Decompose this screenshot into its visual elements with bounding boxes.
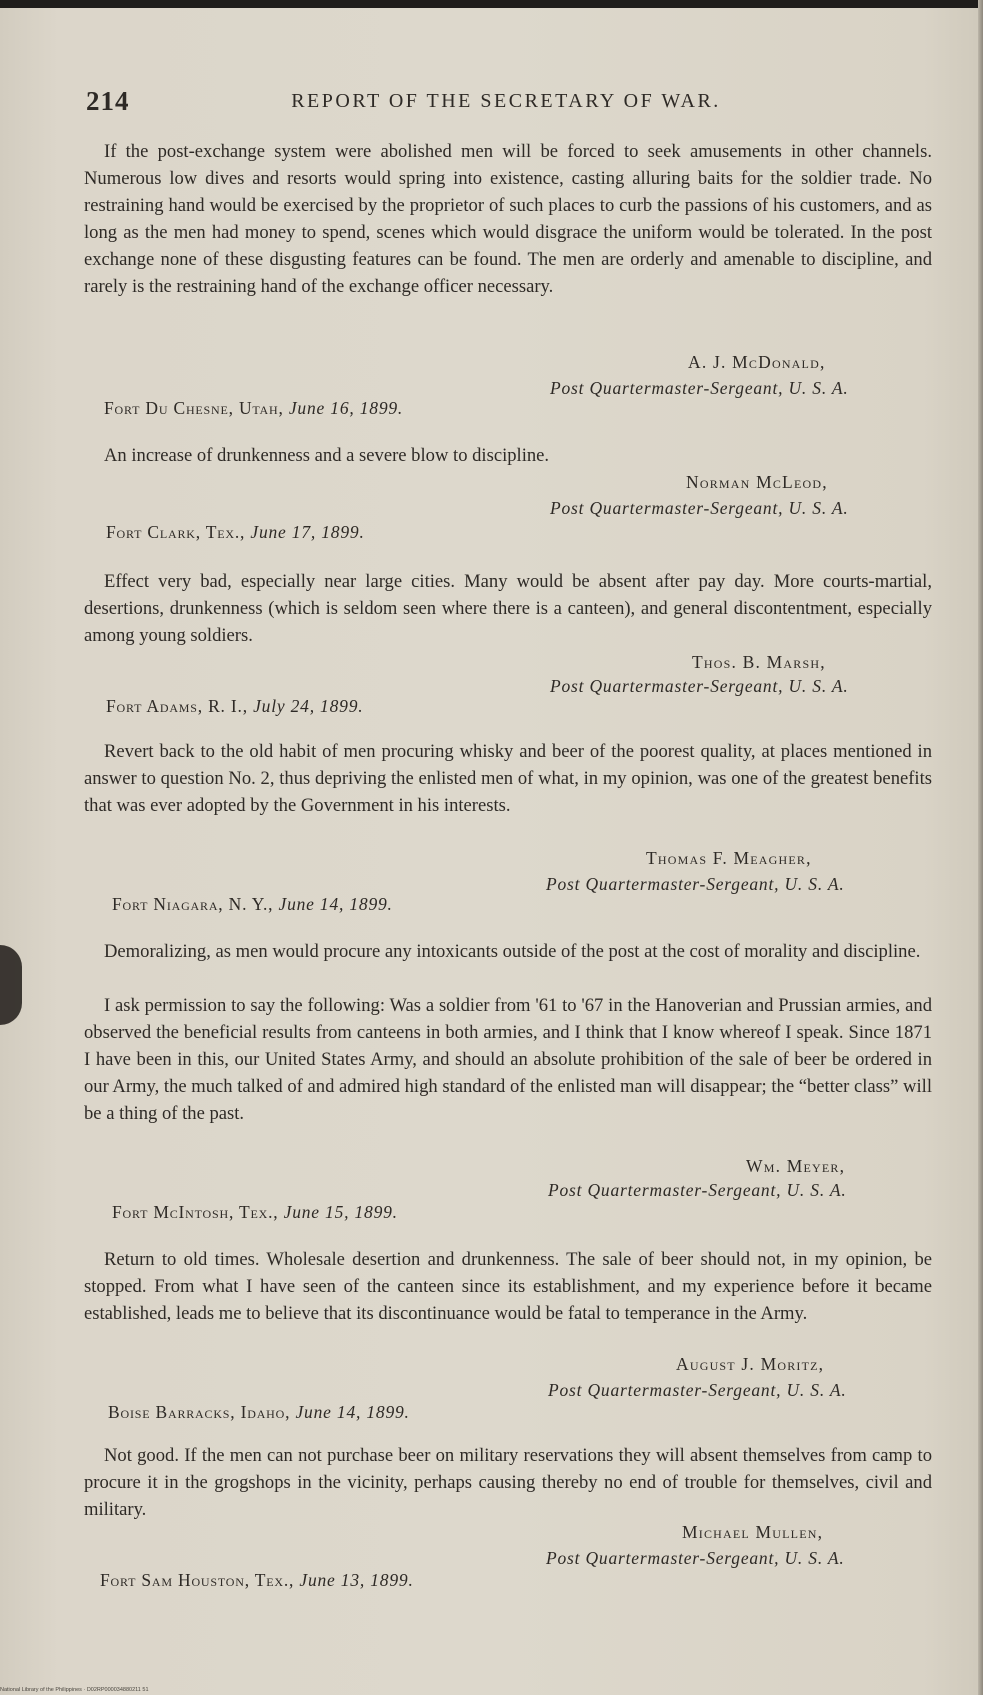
entry-place-date: Fort Niagara, N. Y., June 14, 1899. [112, 894, 393, 914]
entry-place-date: Fort Du Chesne, Utah, June 16, 1899. [104, 398, 404, 418]
entry-place-date: Fort Clark, Tex., June 17, 1899. [106, 522, 365, 542]
entry-title: Post Quartermaster-Sergeant, U. S. A. [548, 1380, 847, 1400]
entry-paragraph: Revert back to the old habit of men procuring whisky and beer of the poorest quality, at places mentioned in answer to question No. 2, thus depriving the enlisted men of what, in my opinion, was one of the greatest benefits that was ever adopted by the Government in his interests. [84, 741, 932, 816]
entry-title: Post Quartermaster-Sergeant, U. S. A. [546, 874, 845, 894]
entry-signature: Wm. Meyer, [746, 1156, 846, 1176]
entry-signature: August J. Moritz, [676, 1354, 825, 1374]
entry-paragraph: Effect very bad, especially near large cities. Many would be absent after pay day. More courts-martial, desertions, drunkenness (which is seldom seen where there is a canteen), and general discontentment, especially among young soldiers. [84, 571, 932, 646]
entry-place-date: Fort McIntosh, Tex., June 15, 1899. [112, 1202, 398, 1222]
entry-paragraph: Demoralizing, as men would procure any intoxicants outside of the post at the cost of morality and discipline. [104, 941, 921, 962]
entry-place-date: Fort Adams, R. I., July 24, 1899. [106, 696, 364, 716]
entry-paragraph: If the post-exchange system were abolished men will be forced to seek amusements in other channels. Numerous low dives and resorts would spring into existence, casting alluring baits for the soldier trade. No restraining hand would be exercised by the proprietor of such places to curb the passions of his customers, and as long as the men had money to spend, scenes which would disgrace the uniform would be tolerated. In the post exchange none of these disgusting features can be found. The men are orderly and amenable to discipline, and rarely is the restraining hand of the exchange officer necessary. [84, 141, 932, 297]
entry-title: Post Quartermaster-Sergeant, U. S. A. [550, 676, 849, 696]
entry-title: Post Quartermaster-Sergeant, U. S. A. [550, 498, 849, 518]
running-title: REPORT OF THE SECRETARY OF WAR. [291, 90, 721, 112]
entry-signature: Norman McLeod, [686, 472, 828, 492]
page-number: 214 [86, 86, 130, 116]
entry-paragraph: I ask permission to say the following: Was a soldier from '61 to '67 in the Hanoverian and Prussian armies, and observed the beneficial results from canteens in both armies, and I think that I know whereof I speak. Since 1871 I have been in this, our United States Army, and should an absolute prohibition of the sale of beer be ordered in our Army, the much talked of and admired high standard of the enlisted man will disappear; the “better class” will be a thing of the past. [84, 995, 932, 1124]
entry-place-date: Fort Sam Houston, Tex., June 13, 1899. [100, 1570, 414, 1590]
entry-signature: Thos. B. Marsh, [692, 652, 826, 672]
entry-paragraph: Not good. If the men can not purchase beer on military reservations they will absent themselves from camp to procure it in the grogshops in the vicinity, perhaps causing thereby no end of trouble for themselves, civil and military. [84, 1445, 932, 1520]
page-header [86, 86, 926, 120]
entry-signature: Thomas F. Meagher, [646, 848, 812, 868]
entry-signature: Michael Mullen, [682, 1522, 824, 1542]
ink-blot [0, 945, 22, 1025]
entry-title: Post Quartermaster-Sergeant, U. S. A. [548, 1180, 847, 1200]
entry-paragraph: Return to old times. Wholesale desertion and drunkenness. The sale of beer should not, in my opinion, be stopped. From what I have seen of the canteen since its establishment, and my experience before it became established, leads me to believe that its discontinuance would be fatal to temperance in the Army. [84, 1249, 932, 1324]
scan-credit: National Library of the Philippines · D02RP000034880211 51 [0, 1687, 149, 1693]
entry-signature: A. J. McDonald, [688, 352, 826, 372]
entry-place-date: Boise Barracks, Idaho, June 14, 1899. [108, 1402, 410, 1422]
scan-top-edge [0, 0, 983, 8]
scan-right-edge [978, 0, 983, 1695]
entry-title: Post Quartermaster-Sergeant, U. S. A. [550, 378, 849, 398]
entry-paragraph: An increase of drunkenness and a severe blow to discipline. [104, 445, 550, 466]
entry-title: Post Quartermaster-Sergeant, U. S. A. [546, 1548, 845, 1568]
